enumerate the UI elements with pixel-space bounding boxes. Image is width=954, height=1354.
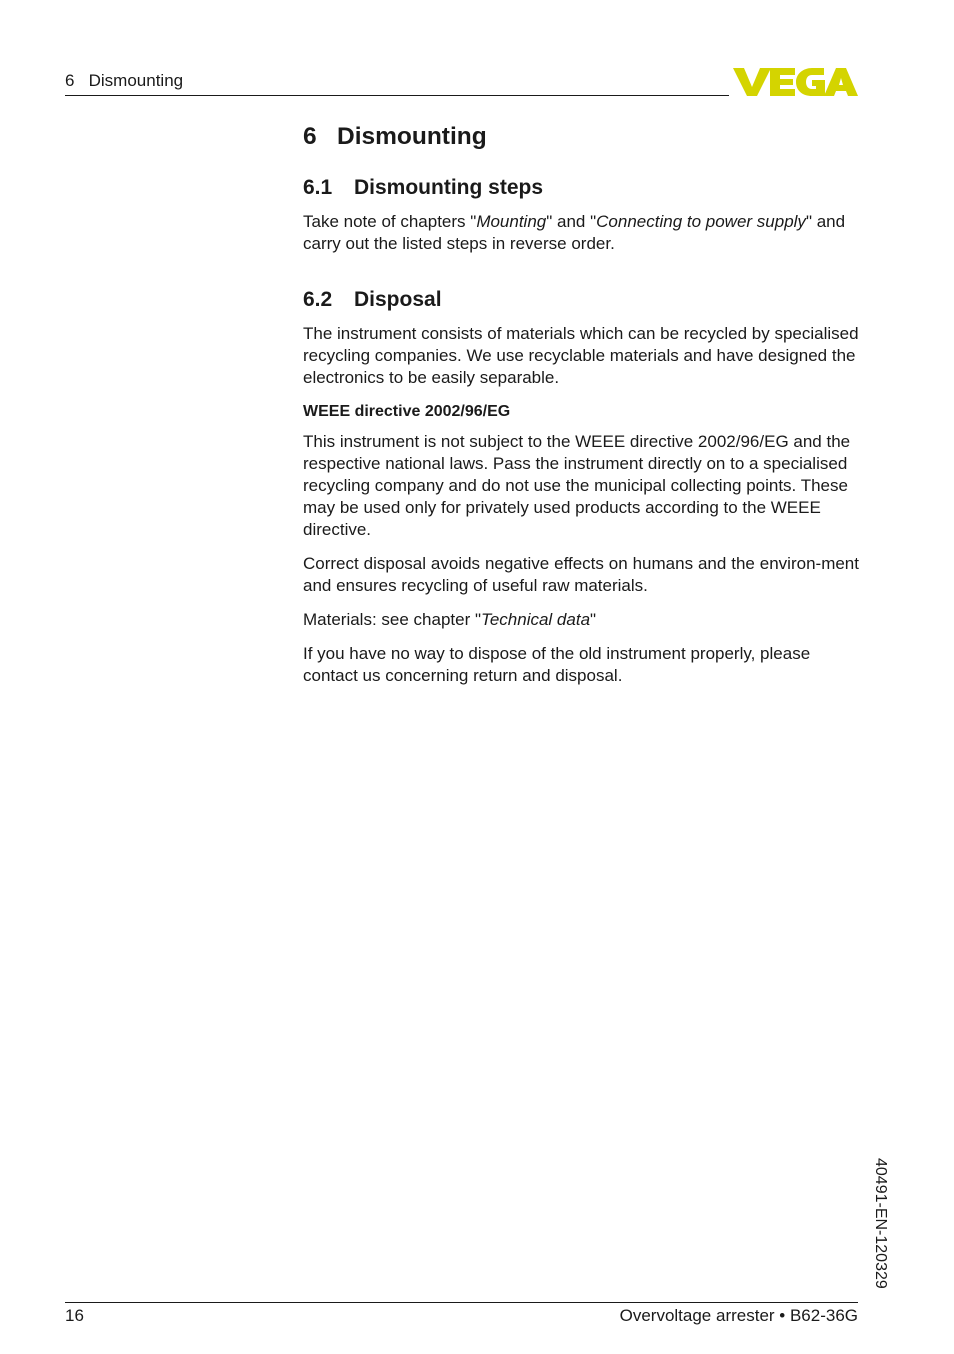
section-heading-disposal <box>303 286 859 314</box>
document-code: 40491-EN-120329 <box>872 1158 889 1289</box>
section-number: 6.2 <box>303 288 333 311</box>
contact-paragraph: If you have no way to dispose of the old instrument properly, please contact us concerning return and disposal. <box>303 644 811 685</box>
chapter-title: Dismounting <box>337 123 487 150</box>
chapter-heading <box>303 120 859 154</box>
materials-paragraph: Materials: see chapter "Technical data" <box>303 610 597 629</box>
section-number: 6.1 <box>303 176 333 199</box>
product-name: Overvoltage arrester • B62-36G <box>619 1306 858 1325</box>
main-content <box>303 120 859 687</box>
chapter-reference-mounting: Mounting <box>476 212 547 231</box>
header-rule <box>65 95 729 96</box>
correct-disposal-paragraph: Correct disposal avoids negative effects on humans and the environ-ment and ensures recycling of useful raw materials. <box>303 554 859 595</box>
page-number: 16 <box>65 1306 84 1325</box>
disposal-intro-paragraph: The instrument consists of materials which can be recycled by specialised recycling companies. We use recyclable materials and have designed the electronics to be easily separable. <box>303 324 859 387</box>
weee-paragraph: This instrument is not subject to the WEEE directive 2002/96/EG and the respective national laws. Pass the instrument directly on to a specialised recycling company and do not use the municipal collecting points. These may be used only for privately used products according to the WEEE directive. <box>303 432 851 539</box>
weee-subheading: WEEE directive 2002/96/EG <box>303 403 511 420</box>
chapter-number: 6 <box>303 123 317 150</box>
vega-logo <box>733 66 858 98</box>
section-heading-dismounting-steps <box>303 174 859 202</box>
running-header: 6 Dismounting <box>65 71 184 90</box>
section-title: Disposal <box>354 288 442 311</box>
dismounting-steps-paragraph: Take note of chapters "Mounting" and "Connecting to power supply" and carry out the listed steps in reverse order. <box>303 212 846 253</box>
footer-rule <box>65 1302 858 1303</box>
chapter-reference-technical-data: Technical data <box>481 610 591 629</box>
section-title: Dismounting steps <box>354 176 544 199</box>
chapter-reference-power-supply: Connecting to power supply <box>596 212 806 231</box>
